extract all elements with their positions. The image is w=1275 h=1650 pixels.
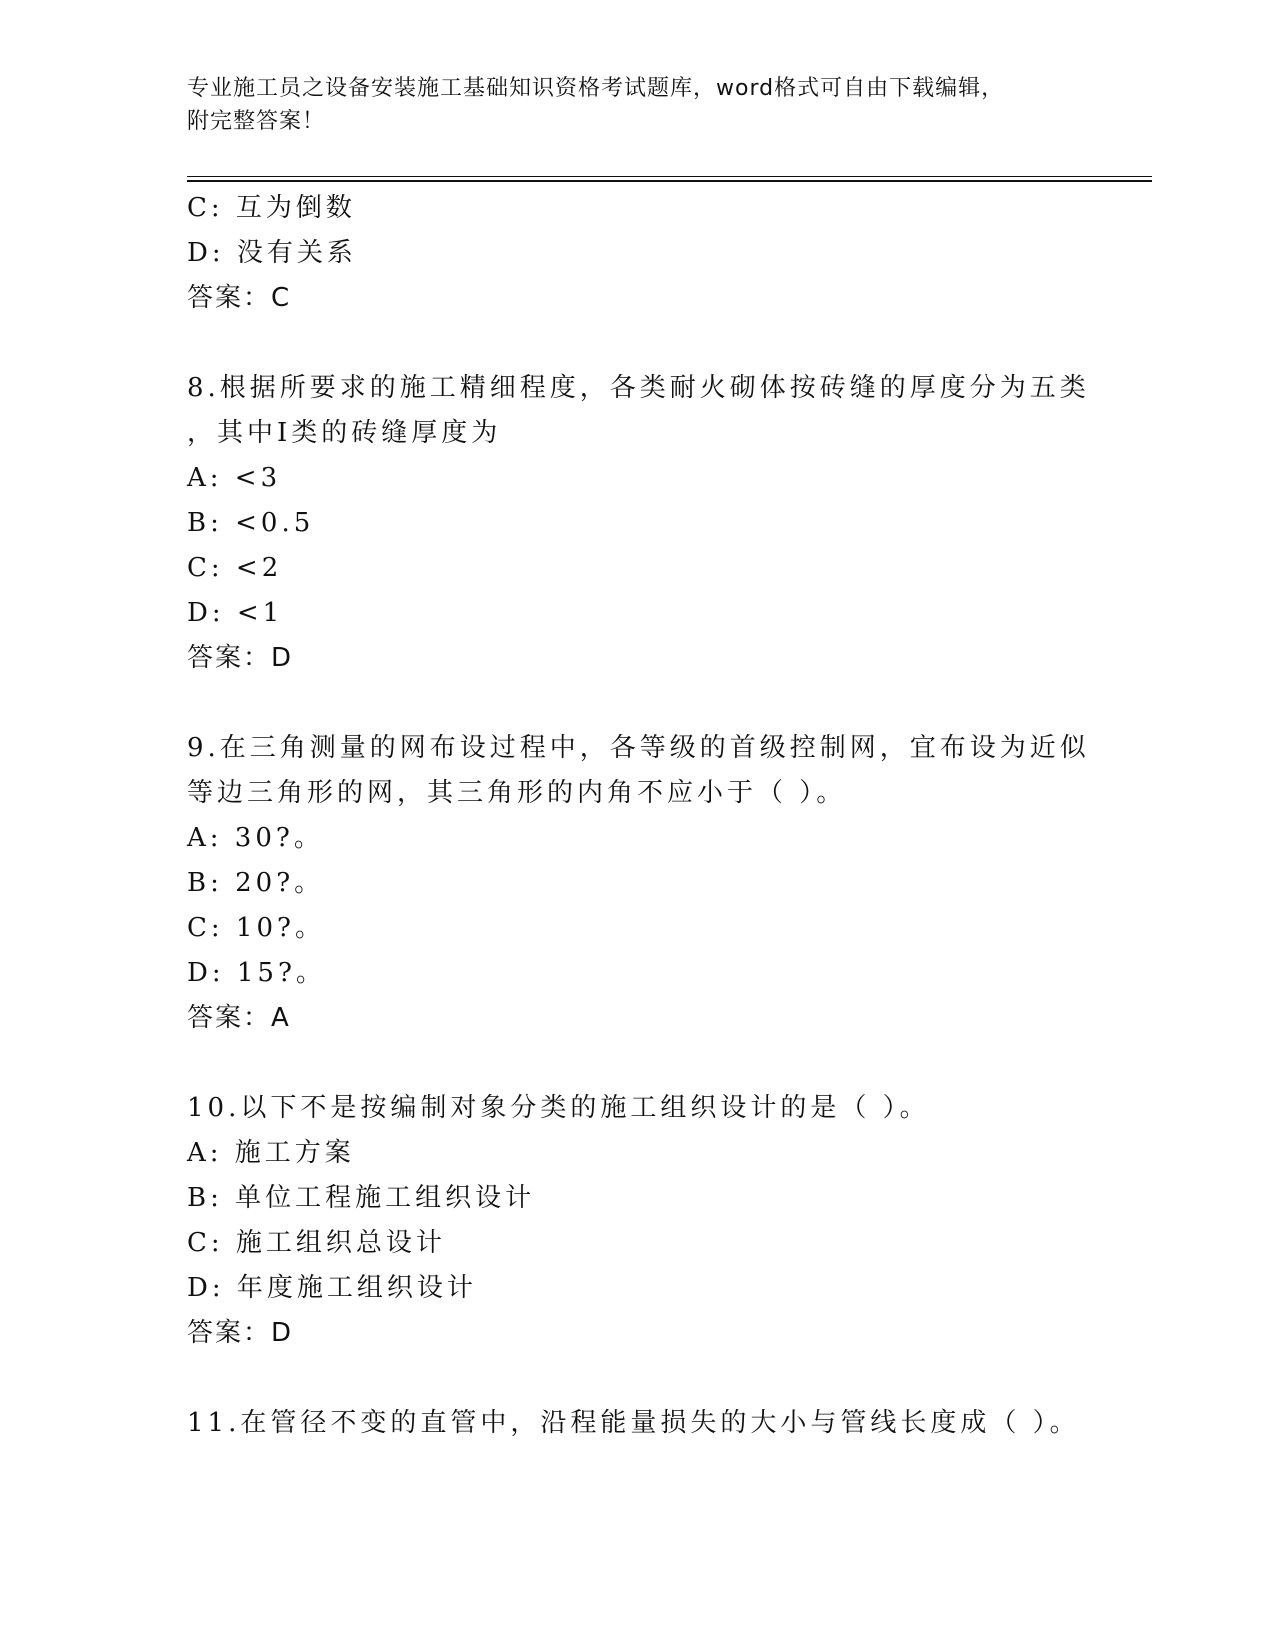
option-c: C: 互为倒数 bbox=[187, 193, 356, 223]
question-9-option-b: B: 20?。 bbox=[187, 868, 325, 898]
option-d: D: 没有关系 bbox=[187, 238, 357, 268]
question-10-option-a: A: 施工方案 bbox=[187, 1138, 355, 1168]
answer-line: 答案：C bbox=[187, 283, 292, 313]
question-11-text: 11.在管径不变的直管中，沿程能量损失的大小与管线长度成（ ）。 bbox=[187, 1408, 1080, 1438]
header-line-2: 附完整答案！ bbox=[187, 109, 326, 134]
question-8-option-a: A: <3 bbox=[187, 463, 282, 493]
header-divider-thin bbox=[187, 176, 1152, 177]
question-9-text: 9.在三角测量的网布设过程中，各等级的首级控制网，宜布设为近似 bbox=[187, 733, 1090, 763]
document-header bbox=[187, 72, 1087, 138]
question-8-option-d: D: <1 bbox=[187, 598, 284, 628]
question-8-option-c: C: <2 bbox=[187, 553, 283, 583]
question-9-option-c: C: 10?。 bbox=[187, 913, 325, 943]
question-9-text-cont: 等边三角形的网，其三角形的内角不应小于（ ）。 bbox=[187, 778, 847, 808]
header-divider-thick bbox=[187, 180, 1152, 182]
question-10-option-d: D: 年度施工组织设计 bbox=[187, 1273, 477, 1303]
question-10-option-b: B: 单位工程施工组织设计 bbox=[187, 1183, 536, 1213]
question-8-text-cont: ，其中Ⅰ类的砖缝厚度为 bbox=[187, 418, 502, 448]
question-9-answer: 答案：A bbox=[187, 1003, 291, 1033]
question-9-option-d: D: 15?。 bbox=[187, 958, 326, 988]
question-10-text: 10.以下不是按编制对象分类的施工组织设计的是（ ）。 bbox=[187, 1093, 930, 1123]
question-10-option-c: C: 施工组织总设计 bbox=[187, 1228, 446, 1258]
question-9-option-a: A: 30?。 bbox=[187, 823, 324, 853]
question-8-option-b: B: <0.5 bbox=[187, 508, 315, 538]
question-8-text: 8.根据所要求的施工精细程度，各类耐火砌体按砖缝的厚度分为五类 bbox=[187, 373, 1090, 403]
header-line-1: 专业施工员之设备安装施工基础知识资格考试题库，word格式可自由下载编辑， bbox=[187, 76, 1005, 101]
question-8-answer: 答案：D bbox=[187, 643, 294, 673]
question-10-answer: 答案：D bbox=[187, 1318, 294, 1348]
